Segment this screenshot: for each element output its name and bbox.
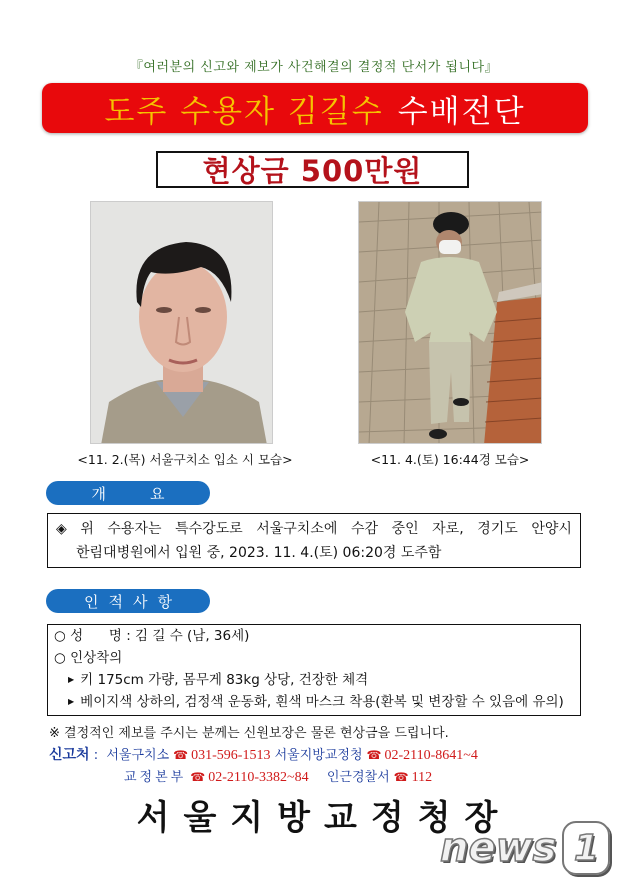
phone-icon: ☎ [173, 748, 189, 762]
personal-info-box [47, 624, 581, 716]
contact-org: 인근경찰서 [326, 770, 390, 785]
arrow-bullet-icon: ▶ [68, 675, 75, 684]
phone-icon: ☎ [190, 770, 206, 784]
contact-phone: 031-596-1513 [191, 748, 271, 763]
feature-item: ▶ 베이지색 상하의, 검정색 운동화, 흰색 마스크 착용(환복 및 변장할 수 있음에 유의) [68, 694, 564, 710]
cctv-caption: <11. 4.(토) 16:44경 모습> [370, 452, 530, 467]
slogan: 『여러분의 신고와 제보가 사건해결의 결정적 단서가 됩니다』 [129, 60, 499, 75]
contact-row-2 [124, 766, 432, 786]
section-heading-overview: 개요 [46, 481, 210, 505]
mugshot-caption: <11. 2.(목) 서울구치소 입소 시 모습> [77, 452, 293, 467]
contact-phone: 02-2110-8641~4 [384, 748, 478, 763]
contact-row-1: 신고처 : 서울구치소 ☎ 031-596-1513 서울지방교정청 ☎ 02-2110-8641~4 [49, 747, 478, 763]
features-label: ○ 인상착의 [54, 649, 123, 666]
phone-icon: ☎ [393, 770, 409, 784]
contact-phone: 112 [411, 770, 433, 785]
section-heading-personal-info: 인적사항 [46, 589, 210, 613]
contact-org: 교정본부 [124, 770, 187, 785]
reward-notice: ※ 결정적인 제보를 주시는 분께는 신원보장은 물론 현상금을 드립니다. [49, 726, 449, 741]
name-line: ○ 성 명 : 김 길 수 (남, 36세) [54, 628, 250, 644]
contact-phone: 02-2110-3382~84 [208, 770, 309, 785]
contact-label: 신고처 [49, 747, 90, 763]
contact-org: 서울구치소 [106, 748, 170, 763]
mugshot-photo [90, 201, 273, 444]
wanted-title-banner [42, 83, 588, 133]
contact-org: 서울지방교정청 [274, 748, 363, 763]
phone-icon: ☎ [366, 748, 382, 762]
issuer-signature: 서울지방교정청장 [136, 798, 512, 838]
title-fugitive-name: 도주 수용자 김길수 [104, 93, 384, 130]
diamond-bullet-icon: ◈ [56, 521, 67, 537]
arrow-bullet-icon: ▶ [68, 697, 75, 707]
overview-line-1: ◈ 위 수용자는 특수강도로 서울구치소에 수감 중인 자로, 경기도 안양시 [56, 517, 572, 541]
news1-watermark-logo: news 1 [440, 818, 620, 878]
overview-box [47, 513, 581, 568]
overview-line-2: 한림대병원에서 입원 중, 2023. 11. 4.(토) 06:20경 도주함 [76, 545, 442, 561]
feature-item: ▶ 키 175cm 가량, 몸무게 83kg 상당, 건장한 체격 [68, 671, 369, 688]
cctv-photo [358, 201, 542, 444]
title-wanted-label: 수배전단 [397, 93, 526, 130]
reward-box: 현상금 500만원 [156, 151, 469, 188]
